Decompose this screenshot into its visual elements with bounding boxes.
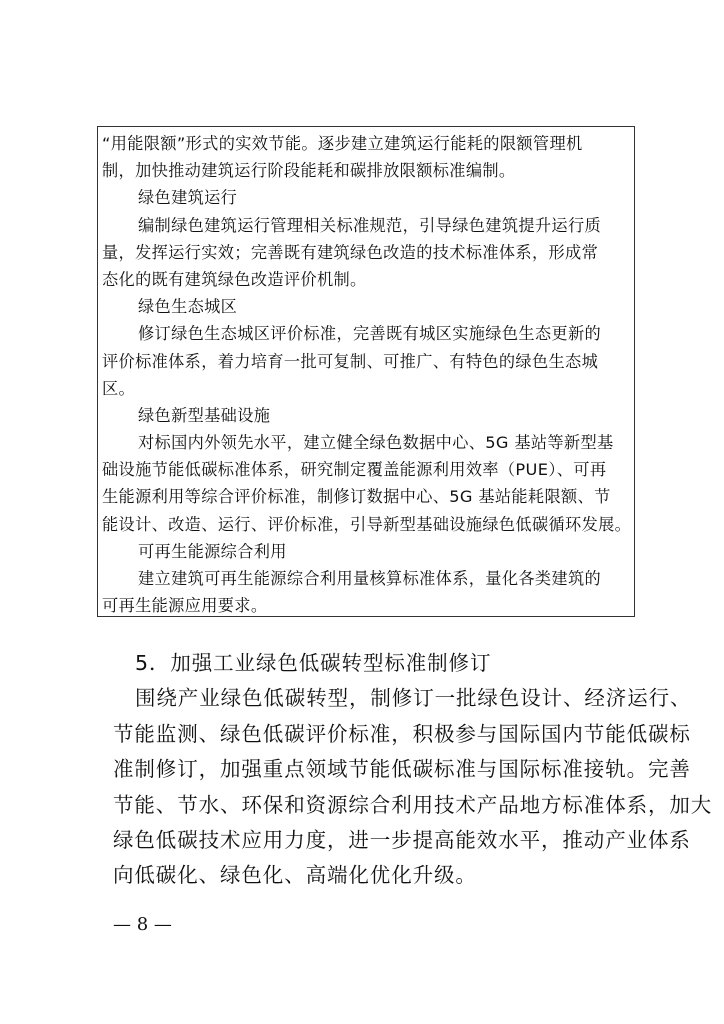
text-line: 准制修订，加强重点领域节能低碳标准与国际标准接轨。完善	[113, 757, 691, 782]
section-body	[113, 681, 713, 893]
text-line: 对标国内外领先水平，建立健全绿色数据中心、5G 基站等新型基	[138, 433, 614, 453]
text-line: 评价标准体系，着力培育一批可复制、可推广、有特色的绿色生态城	[102, 351, 599, 371]
boxed-text-panel	[97, 126, 635, 617]
text-line: 向低碳化、绿色化、高端化优化升级。	[113, 863, 477, 888]
text-line: 生能源利用等综合评价标准，制修订数据中心、5G 基站能耗限额、节	[102, 487, 611, 507]
text-line: 可再生能源应用要求。	[102, 596, 268, 616]
text-line: 节能监测、绿色低碳评价标准，积极参与国际国内节能低碳标	[113, 721, 691, 746]
page-number: — 8 —	[113, 914, 172, 935]
text-line: 绿色建筑运行	[138, 188, 238, 208]
section-heading: 5．加强工业绿色低碳转型标准制修订	[135, 651, 492, 675]
text-line: 绿色低碳技术应用力度，进一步提高能效水平，推动产业体系	[113, 827, 691, 852]
text-line: 编制绿色建筑运行管理相关标准规范，引导绿色建筑提升运行质	[138, 215, 602, 235]
text-line: 修订绿色生态城区评价标准，完善既有城区实施绿色生态更新的	[138, 324, 602, 344]
text-line: 节能、节水、环保和资源综合利用技术产品地方标准体系，加大	[113, 792, 713, 817]
text-line: 础设施节能低碳标准体系，研究制定覆盖能源利用效率（PUE）、可再	[102, 460, 607, 480]
text-line: 态化的既有建筑绿色改造评价机制。	[102, 269, 367, 289]
text-line: 围绕产业绿色低碳转型，制修订一批绿色设计、经济运行、	[135, 686, 692, 711]
text-line: 可再生能源综合利用	[138, 541, 287, 561]
section-5	[113, 646, 713, 894]
text-line: 绿色生态城区	[138, 297, 238, 317]
text-line: 能设计、改造、运行、评价标准，引导新型基础设施绿色低碳循环发展。	[102, 514, 632, 534]
text-line: 区。	[102, 378, 136, 398]
text-line: 制，加快推动建筑运行阶段能耗和碳排放限额标准编制。	[102, 161, 516, 181]
text-line: “用能限额”形式的实效节能。逐步建立建筑运行能耗的限额管理机	[102, 134, 583, 153]
text-line: 建立建筑可再生能源综合利用量核算标准体系，量化各类建筑的	[138, 569, 602, 588]
text-line: 量，发挥运行实效；完善既有建筑绿色改造的技术标准体系，形成常	[102, 242, 599, 262]
text-line: 绿色新型基础设施	[138, 405, 271, 425]
